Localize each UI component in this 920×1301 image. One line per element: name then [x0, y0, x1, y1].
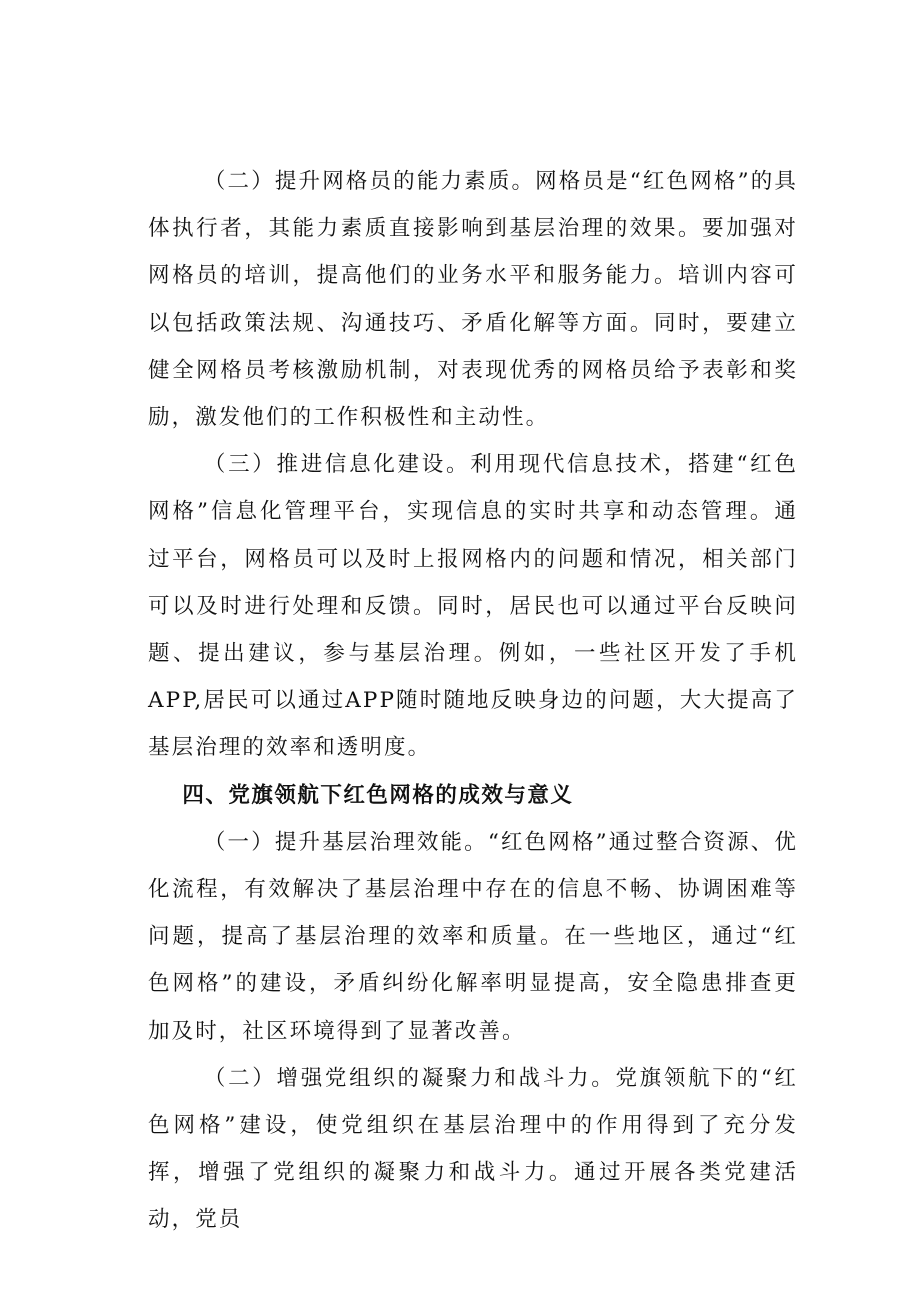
- section-heading: 四、党旗领航下红色网格的成效与意义: [182, 782, 574, 808]
- paragraph-party-cohesion: （二）增强党组织的凝聚力和战斗力。党旗领航下的“红色网格”建设，使党组织在基层治理中的作用得到了充分发挥，增强了党组织的凝聚力和战斗力。通过开展各类党建活动，党员: [148, 1065, 798, 1233]
- paragraph-informatization: （三）推进信息化建设。利用现代信息技术，搭建“红色网格”信息化管理平台，实现信息的实时共享和动态管理。通过平台，网格员可以及时上报网格内的问题和情况，相关部门可以及时进行处理和反馈。同时，居民也可以通过平台反映问题、提出建议，参与基层治理。例如，一些社区开发了手机APP,居民可以通过APP随时随地反映身边的问题，大大提高了基层治理的效率和透明度。: [148, 452, 798, 761]
- paragraph-governance-efficiency: （一）提升基层治理效能。“红色网格”通过整合资源、优化流程，有效解决了基层治理中存在的信息不畅、协调困难等问题，提高了基层治理的效率和质量。在一些地区，通过“红色网格”的建设，矛盾纠纷化解率明显提高，安全隐患排查更加及时，社区环境得到了显著改善。: [148, 829, 798, 1044]
- document-body: [148, 158, 798, 1244]
- paragraph-improve-grid-staff: （二）提升网格员的能力素质。网格员是“红色网格”的具体执行者，其能力素质直接影响到基层治理的效果。要加强对网格员的培训，提高他们的业务水平和服务能力。培训内容可以包括政策法规、沟通技巧、矛盾化解等方面。同时，要建立健全网格员考核激励机制，对表现优秀的网格员给予表彰和奖励，激发他们的工作积极性和主动性。: [148, 169, 798, 431]
